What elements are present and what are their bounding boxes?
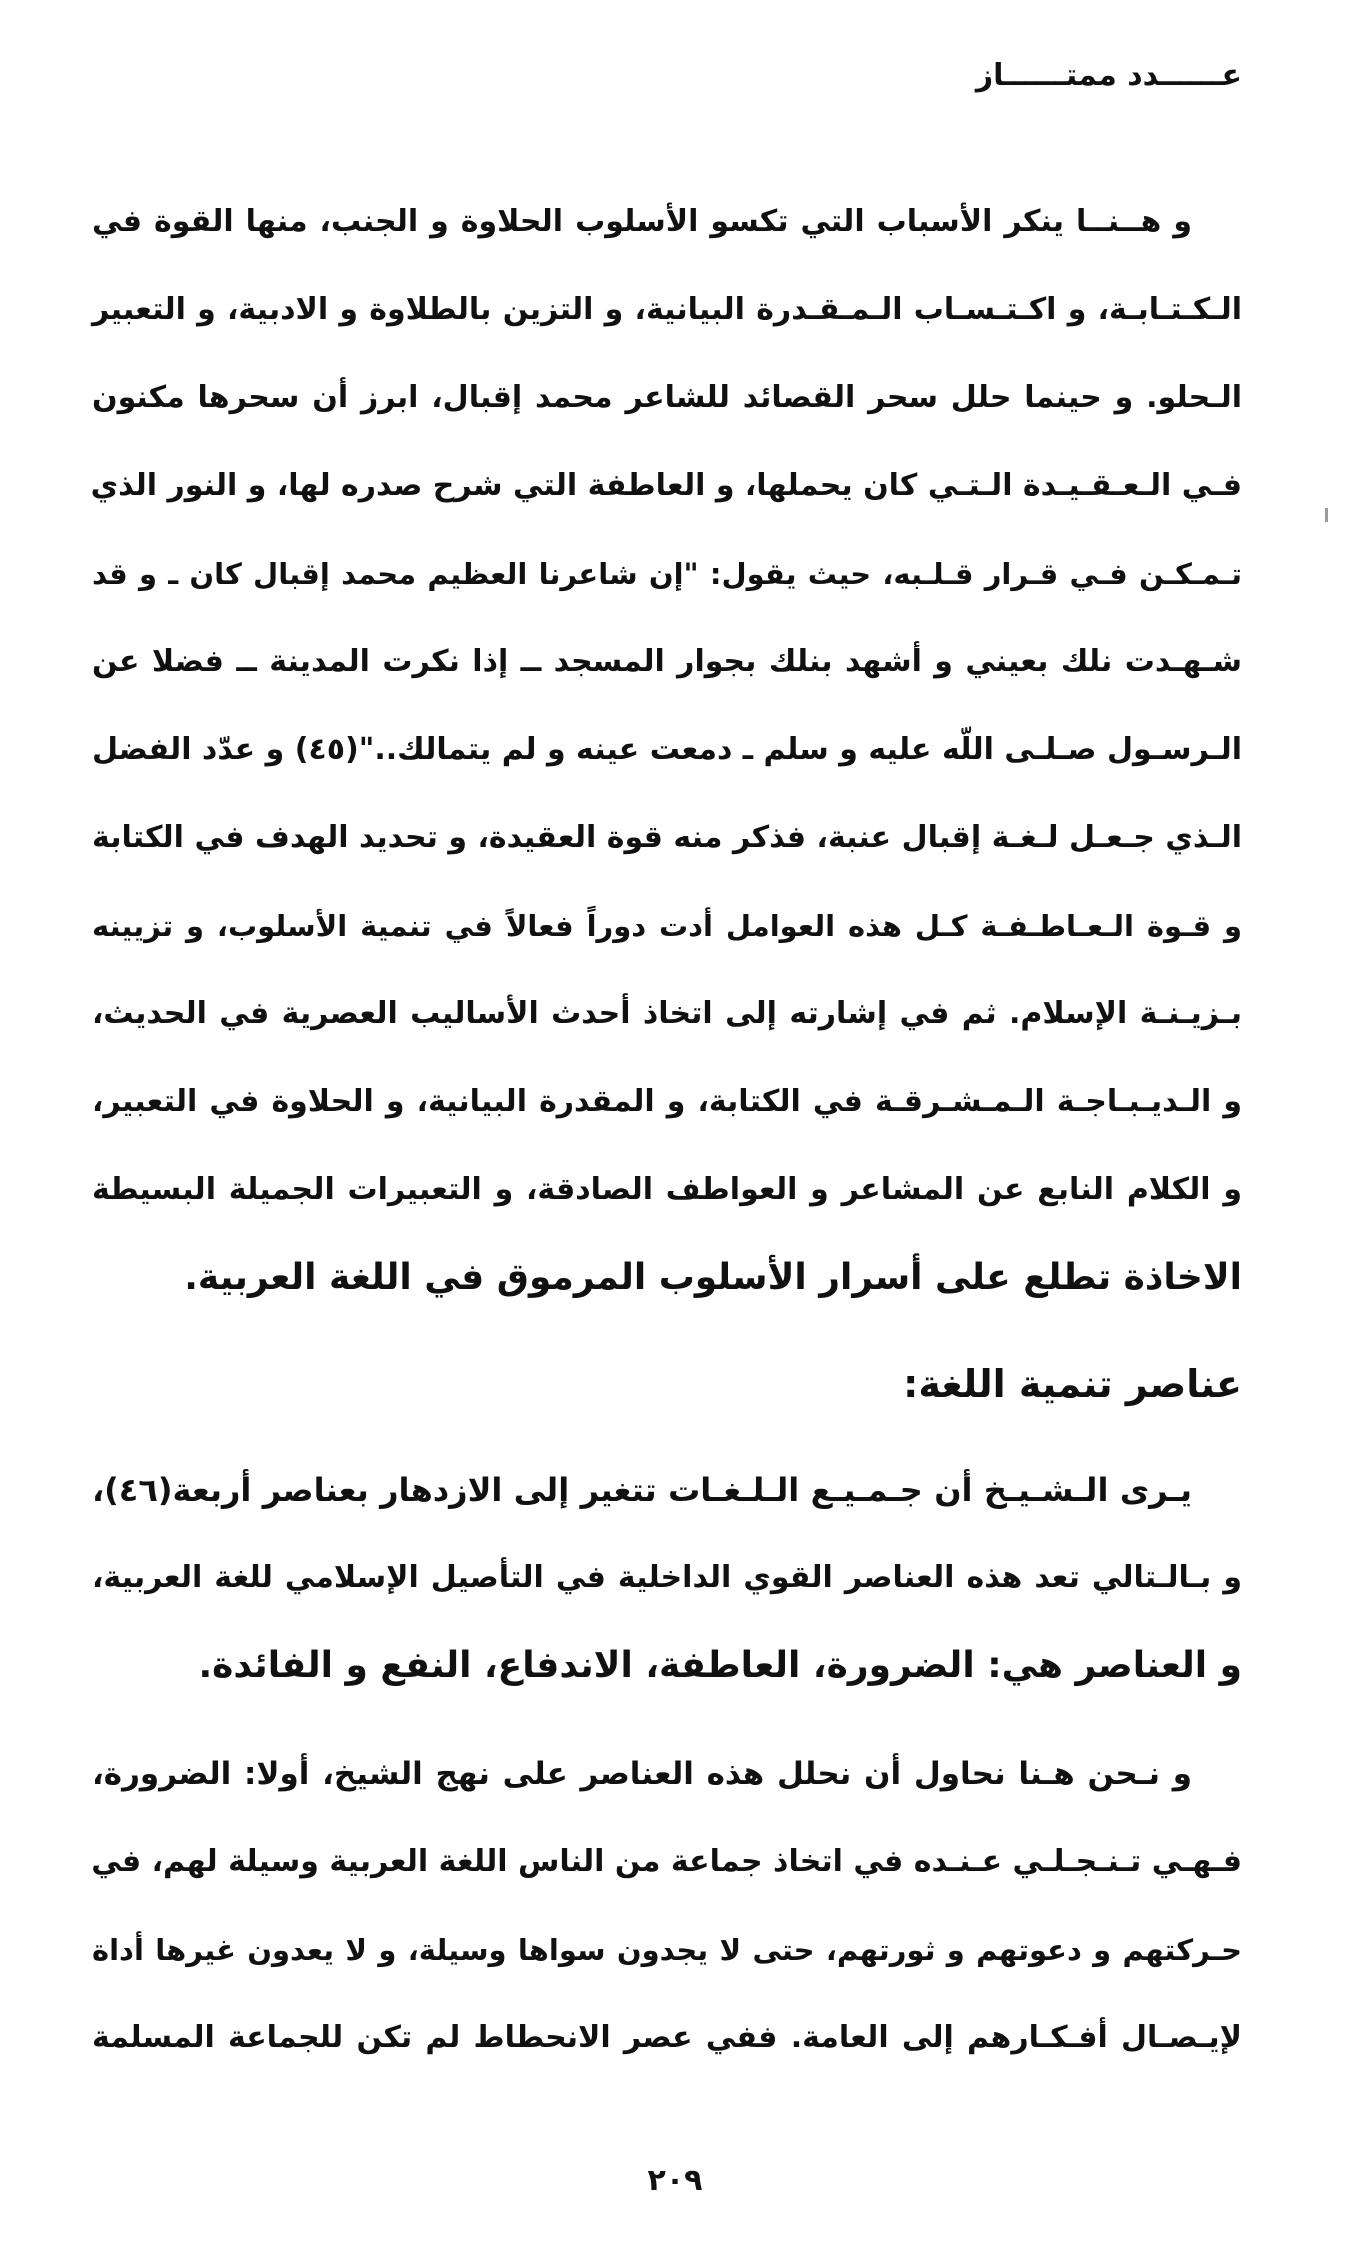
paragraph-3 — [92, 1730, 1242, 2082]
text-line: لإيـصـال أفـكـارهم إلى العامة. ففي عصر الانحطاط لم تكن للجماعة المسلمة — [92, 2020, 1242, 2055]
paragraph-2 — [92, 1446, 1242, 1710]
text-line: و هــنــا ينكر الأسباب التي تكسو الأسلوب الحلاوة و الجنب، منها القوة في — [92, 204, 1192, 239]
text-line: و العناصر هي: الضرورة، العاطفة، الاندفاع، النفع و الفائدة. — [198, 1645, 1242, 1686]
text-line: فـي الـعـقـيـدة الـتـي كان يحملها، و العاطفة التي شرح صدره لها، و النور الذي — [90, 468, 1242, 503]
text-line: و بـالـتالي تعد هذه العناصر القوي الداخلية في التأصيل الإسلامي للغة العربية، — [92, 1560, 1242, 1595]
text-line: الاخاذة تطلع على أسرار الأسلوب المرموق في اللغة العربية. — [184, 1257, 1242, 1298]
section-heading: عناصر تنمية اللغة: — [903, 1362, 1242, 1406]
paragraph-1 — [92, 178, 1242, 1322]
text-line: و نـحن هـنا نحاول أن نحلل هذه العناصر على نهج الشيخ، أولا: الضرورة، — [92, 1756, 1192, 1792]
text-line: شـهـدت نلك بعيني و أشهد بنلك بجوار المسجد ــ إذا نكرت المدينة ــ فضلا عن — [92, 644, 1242, 679]
text-line: الـرسـول صـلـى اللّه عليه و سلم ـ دمعت عينه و لم يتمالك.."(٤٥) و عدّد الفضل — [92, 732, 1243, 767]
text-line: الـكـتـابـة، و اكـتـسـاب الـمـقـدرة البيانية، و التزين بالطلاوة و الادبية، و التعبير — [92, 292, 1242, 327]
page-body — [92, 178, 1242, 2082]
text-line: و قـوة الـعـاطـفـة كـل هذه العوامل أدت دوراً فعالاً في تنمية الأسلوب، و تزيينه — [92, 909, 1242, 943]
text-line: فـهـي تـنـجـلـي عـنـده في اتخاذ جماعة من الناس اللغة العربية وسيلة لهم، في — [91, 1844, 1242, 1879]
scan-artifact — [1325, 508, 1328, 522]
text-line: و الـديـبـاجـة الـمـشـرقـة في الكتابة، و المقدرة البيانية، و الحلاوة في التعبير، — [92, 1084, 1242, 1119]
page-number: ٢٠٩ — [647, 2163, 703, 2198]
text-line: بـزيـنـة الإسلام. ثم في إشارته إلى اتخاذ أحدث الأساليب العصرية في الحديث، — [92, 996, 1242, 1031]
paragraph-spacer — [92, 1710, 1242, 1730]
text-line: الـذي جـعـل لـغـة إقبال عنبة، فذكر منه قوة العقيدة، و تحديد الهدف في الكتابة — [92, 820, 1242, 855]
text-line: يـرى الـشـيـخ أن جـمـيـع الـلـغـات تتغير إلى الازدهار بعناصر أربعة(٤٦)، — [92, 1471, 1192, 1509]
text-line: تـمـكـن فـي قـرار قـلـبه، حيث يقول: "إن شاعرنا العظيم محمد إقبال كان ـ و قد — [92, 557, 1242, 591]
text-line: الـحلو. و حينما حلل سحر القصائد للشاعر محمد إقبال، ابرز أن سحرها مكنون — [92, 380, 1242, 415]
text-line: حـركتهم و دعوتهم و ثورتهم، حتى لا يجدون سواها وسيلة، و لا يعدون غيرها أداة — [92, 1933, 1242, 1967]
text-line: و الكلام النابع عن المشاعر و العواطف الصادقة، و التعبيرات الجميلة البسيطة — [92, 1172, 1242, 1207]
running-header: عــــــدد ممتــــــاز — [975, 58, 1242, 93]
